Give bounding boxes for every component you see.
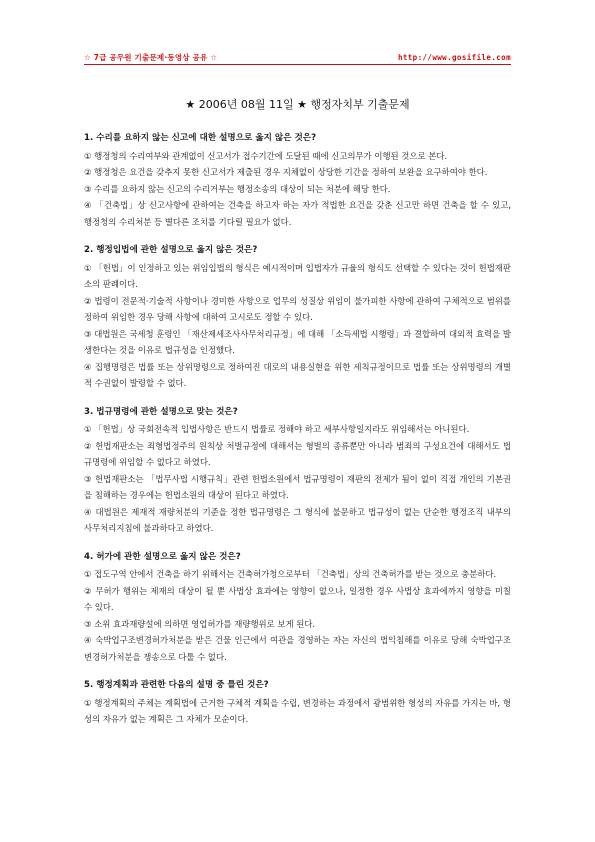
answer-option: ① 행정계획의 주체는 계획법에 근거한 구체적 계획을 수립, 변경하는 과정에서 광범위한 형성의 자유를 가지는 바, 형성의 자유가 없는 계획은 그 자체가 모순이다. (84, 697, 511, 724)
question-title: 3. 법규명령에 관한 설명으로 맞는 것은? (84, 406, 238, 417)
question-list (84, 130, 511, 740)
question-block (84, 677, 511, 728)
answer-option: ② 법령이 전문적·기술적 사항이나 경미한 사항으로 업무의 성질상 위임이 불가피한 사항에 관하여 구체적으로 범위를 정하여 위임한 경우 당해 사항에 대하여 고시로도 정할 수 있다. (84, 295, 511, 322)
answer-option: ④ 집행명령은 법률 또는 상위명령으로 정하여진 대로의 내용실현을 위한 세칙규정이므로 법률 또는 상위명령의 개별적 수권없이 발령할 수 없다. (84, 361, 511, 388)
question-block (84, 404, 511, 537)
header-url-link[interactable]: http://www.gosifile.com (397, 53, 511, 62)
question-block (84, 549, 511, 666)
answer-option: ④ 「건축법」상 신고사항에 관하여는 건축을 하고자 하는 자가 적법한 요건을 갖춘 신고만 하면 건축을 할 수 있고, 행정청의 수리처분 등 별다른 조치를 기다릴 필요가 없다. (84, 200, 511, 227)
answer-option: ③ 헌법재판소는 「법무사법 시행규칙」관련 헌법소원에서 법규명령이 재판의 전제가 됨이 없이 직접 개인의 기본권을 침해하는 경우에는 헌법소원의 대상이 된다고 하였다. (84, 473, 511, 500)
question-block (84, 130, 511, 230)
page-header (84, 52, 511, 63)
answer-option: ④ 숙박업구조변경허가처분을 받은 건물 인근에서 여관을 경영하는 자는 자신의 법익침해를 이유로 당해 숙박업구조변경허가처분을 쟁송으로 다툴 수 없다. (84, 635, 511, 662)
answer-option: ④ 대법원은 제재적 재량처분의 기준을 정한 법규명령은 그 형식에 불문하고 법규성이 없는 단순한 행정조직 내부의 사무처리지침에 불과하다고 하였다. (84, 506, 511, 533)
answer-option: ① 접도구역 안에서 건축을 하기 위해서는 건축허가청으로부터 「건축법」상의 건축허가를 받는 것으로 충분하다. (84, 569, 497, 579)
header-divider (84, 64, 511, 65)
question-title: 1. 수리를 요하지 않는 신고에 대한 설명으로 옳지 않은 것은? (84, 133, 317, 143)
question-block (84, 242, 511, 392)
document-title: ★ 2006년 08월 11일 ★ 행정자치부 기출문제 (185, 98, 410, 111)
answer-option: ① 행정청의 수리여부와 관계없이 신고서가 접수기간에 도달된 때에 신고의무가 이행된 것으로 본다. (84, 150, 448, 161)
answer-option: ① 「헌법」이 인정하고 있는 위임입법의 형식은 예시적이며 입법자가 규율의 형식도 선택할 수 있다는 것이 헌법재판소의 판례이다. (84, 262, 511, 289)
answer-option: ③ 수리를 요하지 않는 신고의 수리거부는 행정소송의 대상이 되는 처분에 해당 한다. (84, 183, 391, 194)
answer-option: ② 헌법재판소는 죄형법정주의 원칙상 처벌규정에 대해서는 형벌의 종류뿐만 아니라 범죄의 구성요건에 대해서도 법규명령에 위임할 수 없다고 하였다. (84, 440, 511, 467)
answer-option: ③ 대법원은 국세청 훈령인 「재산제세조사사무처리규정」에 대해 「소득세법 시행령」과 결합하여 대외적 효력을 발생한다는 것을 이유로 법규성을 인정했다. (84, 328, 511, 355)
answer-option: ② 행정청은 요건을 갖추지 못한 신고서가 제출된 경우 지체없이 상당한 기간을 정하여 보완을 요구하여야 한다. (84, 167, 488, 177)
question-title: 5. 행정계획과 관련한 다음의 설명 중 틀린 것은? (84, 680, 269, 690)
answer-option: ② 무허가 행위는 제재의 대상이 될 뿐 사법상 효과에는 영향이 없으나, 일정한 경우 사법상 효과에까지 영향을 미칠 수 있다. (84, 585, 511, 612)
question-title: 2. 행정입법에 관한 설명으로 옳지 않은 것은? (84, 245, 258, 255)
answer-option: ③ 소위 효과재량설에 의하면 영업허가를 재량행위로 보게 된다. (84, 618, 316, 629)
answer-option: ① 「헌법」상 국회전속적 입법사항은 반드시 법률로 정해야 하고 세부사항일지라도 위임해서는 아니된다. (84, 424, 470, 434)
header-left-text: ☆ 7급 공무원 기출문제·동영상 공유 ☆ (84, 53, 218, 62)
question-title: 4. 허가에 관한 설명으로 옳지 않은 것은? (84, 551, 241, 562)
